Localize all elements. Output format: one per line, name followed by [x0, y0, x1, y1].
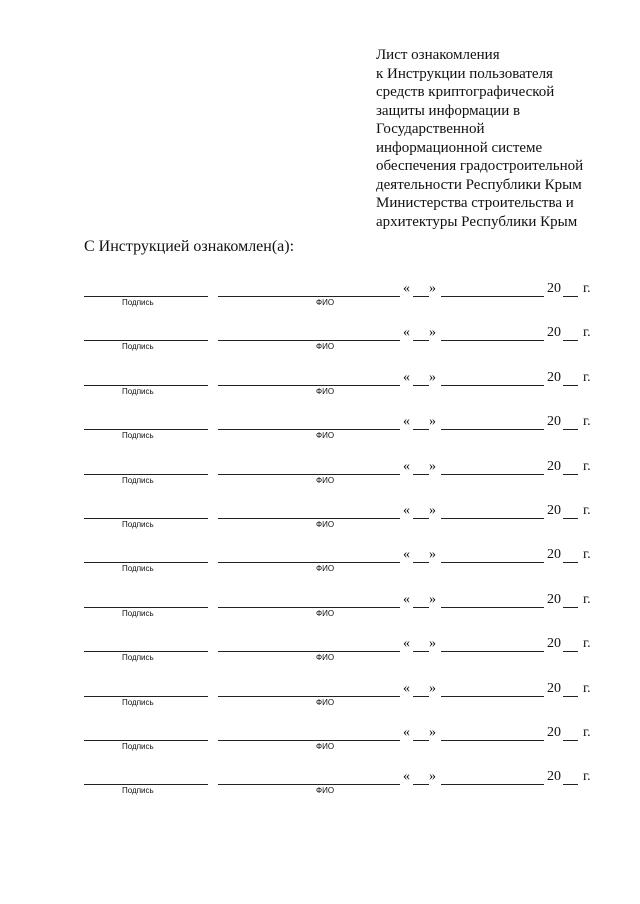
full-name-line[interactable]: [218, 651, 400, 652]
quote-open: «: [403, 459, 410, 474]
year-line[interactable]: [563, 385, 578, 386]
name-caption: ФИО: [316, 742, 335, 751]
month-line[interactable]: [441, 696, 544, 697]
day-line[interactable]: [413, 740, 429, 741]
quote-close: »: [429, 503, 436, 518]
signature-caption: Подпись: [122, 298, 154, 307]
month-line[interactable]: [441, 651, 544, 652]
full-name-line[interactable]: [218, 340, 400, 341]
title-line: Лист ознакомления: [376, 47, 500, 63]
signature-line[interactable]: [84, 784, 208, 785]
quote-open: «: [403, 370, 410, 385]
title-line: архитектуры Республики Крым: [376, 213, 578, 230]
name-caption: ФИО: [316, 564, 335, 573]
signature-row: [0, 414, 640, 447]
year-suffix: г.: [583, 325, 591, 340]
day-line[interactable]: [413, 340, 429, 341]
full-name-line[interactable]: [218, 474, 400, 475]
name-caption: ФИО: [316, 609, 335, 618]
name-caption: ФИО: [316, 342, 335, 351]
full-name-line[interactable]: [218, 784, 400, 785]
signature-line[interactable]: [84, 696, 208, 697]
signature-row: [0, 370, 640, 403]
month-line[interactable]: [441, 562, 544, 563]
full-name-line[interactable]: [218, 429, 400, 430]
signature-row: [0, 592, 640, 625]
name-caption: ФИО: [316, 653, 335, 662]
year-prefix: 20: [547, 769, 561, 784]
quote-close: »: [429, 414, 436, 429]
name-caption: ФИО: [316, 387, 335, 396]
day-line[interactable]: [413, 518, 429, 519]
year-line[interactable]: [563, 651, 578, 652]
signature-line[interactable]: [84, 385, 208, 386]
quote-close: »: [429, 769, 436, 784]
month-line[interactable]: [441, 429, 544, 430]
quote-open: «: [403, 325, 410, 340]
month-line[interactable]: [441, 607, 544, 608]
signature-caption: Подпись: [122, 476, 154, 485]
month-line[interactable]: [441, 518, 544, 519]
month-line[interactable]: [441, 740, 544, 741]
year-prefix: 20: [547, 592, 561, 607]
signature-line[interactable]: [84, 651, 208, 652]
signature-row: [0, 725, 640, 758]
quote-open: «: [403, 725, 410, 740]
year-prefix: 20: [547, 459, 561, 474]
quote-open: «: [403, 769, 410, 784]
signature-line[interactable]: [84, 518, 208, 519]
name-caption: ФИО: [316, 298, 335, 307]
signature-row: [0, 681, 640, 714]
year-suffix: г.: [583, 681, 591, 696]
day-line[interactable]: [413, 562, 429, 563]
year-suffix: г.: [583, 769, 591, 784]
year-prefix: 20: [547, 681, 561, 696]
day-line[interactable]: [413, 385, 429, 386]
signature-line[interactable]: [84, 429, 208, 430]
year-suffix: г.: [583, 459, 591, 474]
title-line: обеспечения градостроительной: [376, 158, 584, 174]
title-line: деятельности Республики Крым: [376, 176, 582, 193]
year-prefix: 20: [547, 370, 561, 385]
signature-caption: Подпись: [122, 742, 154, 751]
signature-caption: Подпись: [122, 564, 154, 573]
year-suffix: г.: [583, 725, 591, 740]
quote-close: »: [429, 547, 436, 562]
signature-caption: Подпись: [122, 653, 154, 662]
signature-caption: Подпись: [122, 609, 154, 618]
signature-line[interactable]: [84, 562, 208, 563]
year-prefix: 20: [547, 636, 561, 651]
year-line[interactable]: [563, 429, 578, 430]
year-suffix: г.: [583, 370, 591, 385]
quote-open: «: [403, 636, 410, 651]
acknowledgement-heading: С Инструкцией ознакомлен(а):: [84, 238, 295, 255]
day-line[interactable]: [413, 474, 429, 475]
day-line[interactable]: [413, 296, 429, 297]
signature-caption: Подпись: [122, 698, 154, 707]
quote-close: »: [429, 592, 436, 607]
quote-open: «: [403, 681, 410, 696]
title-line: средств криптографической: [376, 84, 555, 100]
month-line[interactable]: [441, 340, 544, 341]
year-line[interactable]: [563, 740, 578, 741]
signature-line[interactable]: [84, 740, 208, 741]
year-prefix: 20: [547, 503, 561, 518]
signature-row: [0, 769, 640, 802]
full-name-line[interactable]: [218, 740, 400, 741]
year-suffix: г.: [583, 503, 591, 518]
full-name-line[interactable]: [218, 562, 400, 563]
title-line: Министерства строительства и: [376, 195, 574, 211]
day-line[interactable]: [413, 607, 429, 608]
month-line[interactable]: [441, 296, 544, 297]
quote-close: »: [429, 325, 436, 340]
quote-open: «: [403, 414, 410, 429]
name-caption: ФИО: [316, 786, 335, 795]
full-name-line[interactable]: [218, 296, 400, 297]
year-line[interactable]: [563, 518, 578, 519]
quote-open: «: [403, 281, 410, 296]
name-caption: ФИО: [316, 431, 335, 440]
signature-line[interactable]: [84, 296, 208, 297]
signature-caption: Подпись: [122, 387, 154, 396]
quote-close: »: [429, 370, 436, 385]
month-line[interactable]: [441, 784, 544, 785]
quote-open: «: [403, 547, 410, 562]
year-suffix: г.: [583, 414, 591, 429]
quote-close: »: [429, 636, 436, 651]
full-name-line[interactable]: [218, 607, 400, 608]
signature-caption: Подпись: [122, 431, 154, 440]
full-name-line[interactable]: [218, 518, 400, 519]
quote-open: «: [403, 592, 410, 607]
signature-row: [0, 636, 640, 669]
year-prefix: 20: [547, 547, 561, 562]
year-line[interactable]: [563, 607, 578, 608]
signature-line[interactable]: [84, 474, 208, 475]
quote-close: »: [429, 681, 436, 696]
year-suffix: г.: [583, 281, 591, 296]
full-name-line[interactable]: [218, 385, 400, 386]
year-suffix: г.: [583, 636, 591, 651]
signature-row: [0, 281, 640, 314]
quote-close: »: [429, 281, 436, 296]
signature-caption: Подпись: [122, 520, 154, 529]
quote-open: «: [403, 503, 410, 518]
year-prefix: 20: [547, 414, 561, 429]
signature-line[interactable]: [84, 340, 208, 341]
year-suffix: г.: [583, 547, 591, 562]
title-line: Государственной: [376, 121, 485, 137]
title-line: защиты информации в: [376, 102, 521, 119]
year-line[interactable]: [563, 296, 578, 297]
quote-close: »: [429, 725, 436, 740]
name-caption: ФИО: [316, 476, 335, 485]
year-suffix: г.: [583, 592, 591, 607]
signature-line[interactable]: [84, 607, 208, 608]
signature-caption: Подпись: [122, 342, 154, 351]
signature-row: [0, 547, 640, 580]
title-line: информационной системе: [376, 139, 543, 156]
signature-caption: Подпись: [122, 786, 154, 795]
month-line[interactable]: [441, 474, 544, 475]
year-line[interactable]: [563, 784, 578, 785]
year-line[interactable]: [563, 696, 578, 697]
year-line[interactable]: [563, 340, 578, 341]
signature-row: [0, 459, 640, 492]
signature-row: [0, 325, 640, 358]
year-prefix: 20: [547, 325, 561, 340]
day-line[interactable]: [413, 696, 429, 697]
year-line[interactable]: [563, 474, 578, 475]
name-caption: ФИО: [316, 520, 335, 529]
year-prefix: 20: [547, 725, 561, 740]
month-line[interactable]: [441, 385, 544, 386]
day-line[interactable]: [413, 651, 429, 652]
title-line: к Инструкции пользователя: [376, 65, 553, 82]
day-line[interactable]: [413, 429, 429, 430]
quote-close: »: [429, 459, 436, 474]
year-prefix: 20: [547, 281, 561, 296]
day-line[interactable]: [413, 784, 429, 785]
year-line[interactable]: [563, 562, 578, 563]
signature-row: [0, 503, 640, 536]
name-caption: ФИО: [316, 698, 335, 707]
full-name-line[interactable]: [218, 696, 400, 697]
